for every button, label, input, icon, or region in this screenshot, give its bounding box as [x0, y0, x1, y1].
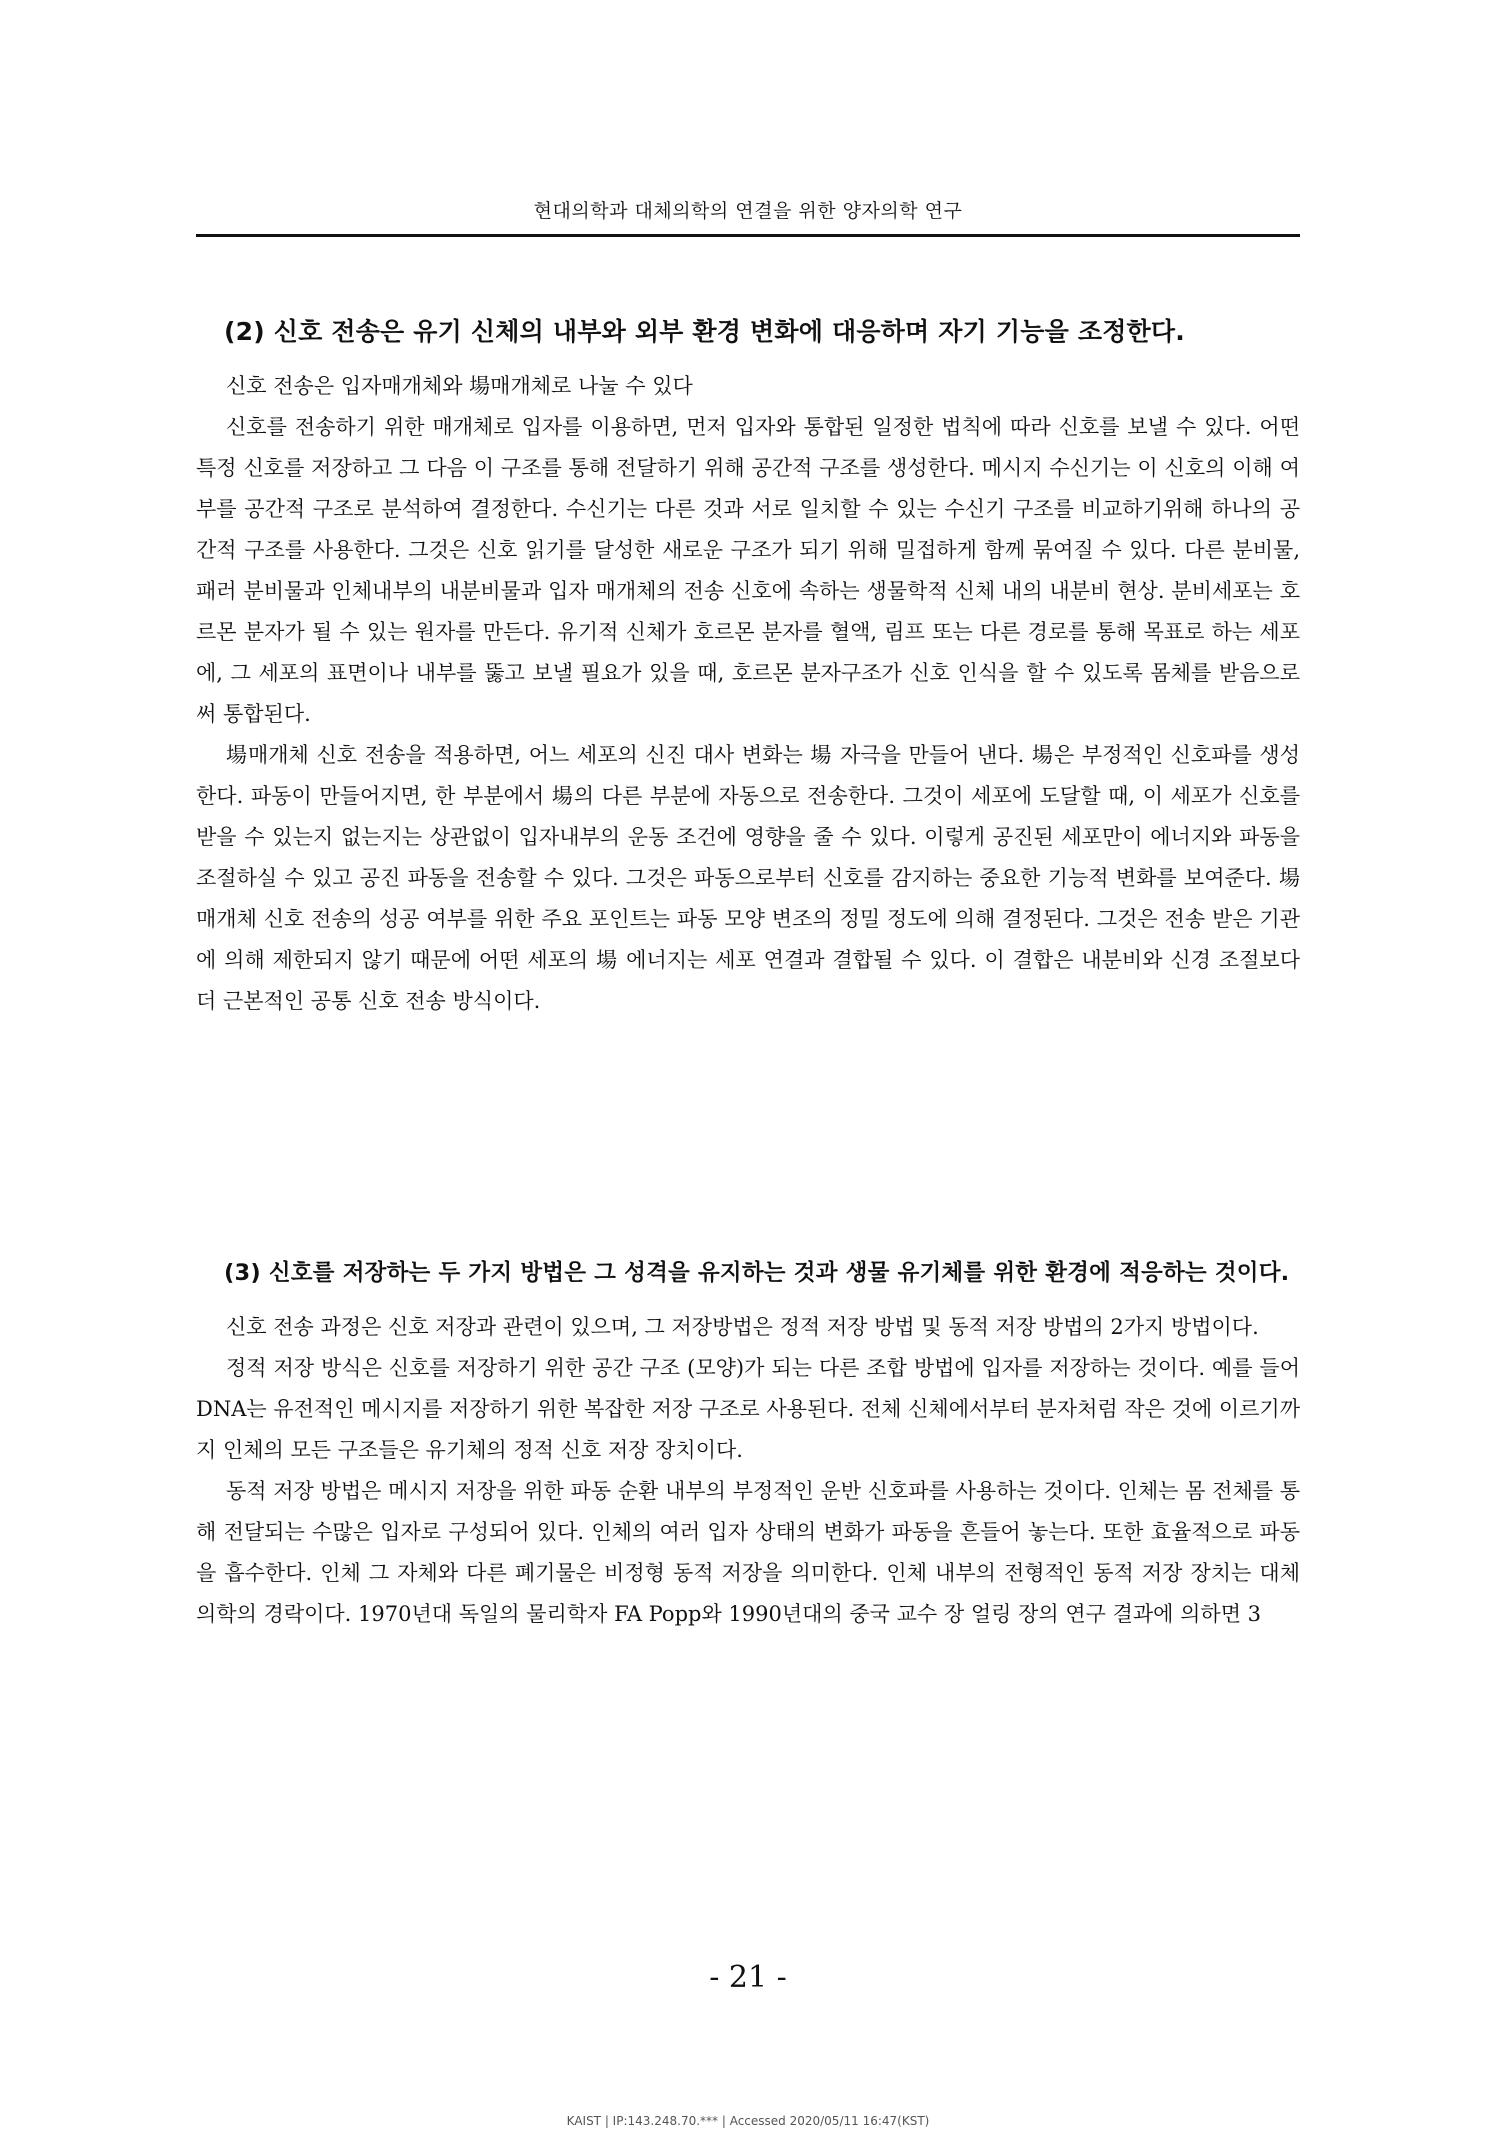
section-heading: (3) 신호를 저장하는 두 가지 방법은 그 성격을 유지하는 것과 생물 유기체를 위한 환경에 적응하는 것이다. [224, 1260, 1290, 1286]
running-header: 현대의학과 대체의학의 연결을 위한 양자의학 연구 [533, 200, 963, 222]
paragraph: 신호 전송은 입자매개체와 場매개체로 나눌 수 있다 [226, 374, 693, 398]
paragraph: 동적 저장 방법은 메시지 저장을 위한 파동 순환 내부의 부정적인 운반 신호파를 사용하는 것이다. 인체는 몸 전체를 통해 전달되는 수많은 입자로 구성되어 있다. 인체의 여러 입자 상태의 변화가 파동을 흔들어 놓는다. 또한 효율적으로 파동을 흡수한다. 인체 그 자체와 다른 폐기물은 비정형 동적 저장을 의미한다. 인체 내부의 전형적인 동적 저장 장치는 대체 의학의 경락이다. 1970년대 독일의 물리학자 FA Popp와 1990년대의 중국 교수 장 얼링 장의 연구 결과에 의하면 3 [196, 1479, 1300, 1626]
paragraph: 정적 저장 방식은 신호를 저장하기 위한 공간 구조 (모양)가 되는 다른 조합 방법에 입자를 저장하는 것이다. 예를 들어 DNA는 유전적인 메시지를 저장하기 위한 복잡한 저장 구조로 사용된다. 전체 신체에서부터 분자처럼 작은 것에 이르기까지 인체의 모든 구조들은 유기체의 정적 신호 저장 장치이다. [196, 1356, 1300, 1462]
paragraph: 신호를 전송하기 위한 매개체로 입자를 이용하면, 먼저 입자와 통합된 일정한 법칙에 따라 신호를 보낼 수 있다. 어떤 특정 신호를 저장하고 그 다음 이 구조를 통해 전달하기 위해 공간적 구조를 생성한다. 메시지 수신기는 이 신호의 이해 여부를 공간적 구조로 분석하여 결정한다. 수신기는 다른 것과 서로 일치할 수 있는 수신기 구조를 비교하기위해 하나의 공간적 구조를 사용한다. 그것은 신호 읽기를 달성한 새로운 구조가 되기 위해 밀접하게 함께 묶여질 수 있다. 다른 분비물, 패러 분비물과 인체내부의 내분비물과 입자 매개체의 전송 신호에 속하는 생물학적 신체 내의 내분비 현상. 분비세포는 호르몬 분자가 될 수 있는 원자를 만든다. 유기적 신체가 호르몬 분자를 혈액, 림프 또는 다른 경로를 통해 목표로 하는 세포에, 그 세포의 표면이나 내부를 뚫고 보낼 필요가 있을 때, 호르몬 분자구조가 신호 인식을 할 수 있도록 몸체를 받음으로써 통합된다. [196, 415, 1300, 726]
paragraph: 場매개체 신호 전송을 적용하면, 어느 세포의 신진 대사 변화는 場 자극을 만들어 낸다. 場은 부정적인 신호파를 생성한다. 파동이 만들어지면, 한 부분에서 場의 다른 부분에 자동으로 전송한다. 그것이 세포에 도달할 때, 이 세포가 신호를 받을 수 있는지 없는지는 상관없이 입자내부의 운동 조건에 영향을 줄 수 있다. 이렇게 공진된 세포만이 에너지와 파동을 조절하실 수 있고 공진 파동을 전송할 수 있다. 그것은 파동으로부터 신호를 감지하는 중요한 기능적 변화를 보여준다. 場 매개체 신호 전송의 성공 여부를 위한 주요 포인트는 파동 모양 변조의 정밀 정도에 의해 결정된다. 그것은 전송 받은 기관에 의해 제한되지 않기 때문에 어떤 세포의 場 에너지는 세포 연결과 결합될 수 있다. 이 결합은 내분비와 신경 조절보다 더 근본적인 공통 신호 전송 방식이다. [196, 743, 1300, 1013]
access-watermark: KAIST | IP:143.248.70.*** | Accessed 2020/05/11 16:47(KST) [566, 2114, 930, 2128]
paragraph: 신호 전송 과정은 신호 저장과 관련이 있으며, 그 저장방법은 정적 저장 방법 및 동적 저장 방법의 2가지 방법이다. [226, 1315, 1259, 1339]
section-3 [196, 1253, 1300, 1635]
section-heading: (2) 신호 전송은 유기 신체의 내부와 외부 환경 변화에 대응하며 자기 기능을 조정한다. [224, 317, 1185, 346]
header-rule [196, 234, 1300, 237]
page-number: - 21 - [709, 1960, 787, 1995]
section-2 [196, 312, 1300, 1022]
